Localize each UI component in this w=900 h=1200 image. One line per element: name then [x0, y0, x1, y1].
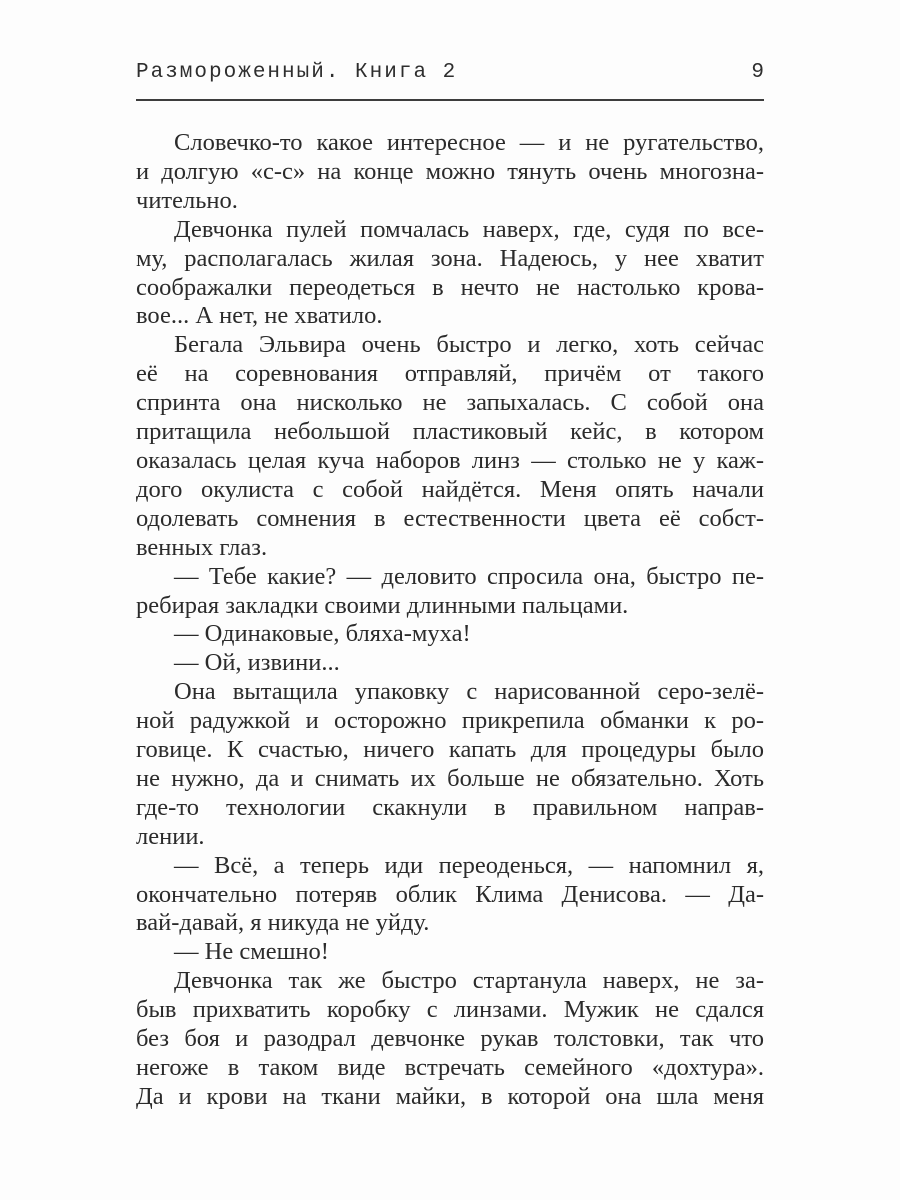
text-line: не нужно, да и снимать их больше не обязательно. Хоть: [136, 764, 764, 792]
paragraph: [136, 938, 764, 967]
paragraph: [136, 563, 764, 621]
text-line: окончательно потеряв облик Клима Денисова. — Да-: [136, 880, 764, 908]
text-line: вое... А нет, не хватило.: [136, 302, 383, 330]
paragraph: [136, 967, 764, 1112]
text-line: Девчонка пулей помчалась наверх, где, судя по все-: [174, 215, 764, 243]
text-line: Девчонка так же быстро стартанула наверх, не за-: [174, 967, 764, 995]
header-rule: [136, 99, 764, 101]
text-line: Да и крови на ткани майки, в которой она шла меня: [136, 1082, 764, 1110]
text-line: её на соревнования отправляй, причём от такого: [136, 360, 764, 388]
text-line: спринта она нисколько не запыхалась. С собой она: [136, 389, 764, 417]
body-text: [136, 129, 764, 1112]
text-line: Бегала Эльвира очень быстро и легко, хоть сейчас: [174, 331, 764, 359]
text-line: лении.: [136, 822, 205, 850]
text-line: венных глаз.: [136, 533, 268, 561]
text-line: оказалась целая куча наборов линз — столько не у каж-: [136, 446, 764, 474]
text-line: вай-давай, я никуда не уйду.: [136, 909, 430, 937]
paragraph: [136, 852, 764, 939]
text-line: — Тебе какие? — деловито спросила она, быстро пе-: [174, 562, 764, 590]
text-line: без боя и разодрал девчонке рукав толстовки, так что: [136, 1025, 764, 1053]
book-title: Размороженный. Книга 2: [136, 61, 458, 84]
text-line: притащила небольшой пластиковый кейс, в котором: [136, 418, 764, 446]
text-line: говице. К счастью, ничего капать для процедуры было: [136, 736, 764, 764]
page-number: 9: [751, 61, 764, 84]
text-line: быв прихватить коробку с линзами. Мужик не сдался: [136, 996, 764, 1024]
paragraph: [136, 678, 764, 851]
text-line: негоже в таком виде встречать семейного «дохтура».: [136, 1054, 764, 1081]
text-line: Словечко-то какое интересное — и не ругательство,: [174, 129, 764, 156]
paragraph: [136, 649, 764, 678]
text-line: где-то технологии скакнули в правильном направ-: [136, 793, 764, 821]
text-line: и долгую «с-с» на конце можно тянуть очень многозна-: [136, 157, 764, 185]
text-line: соображалки переодеться в нечто не настолько крова-: [136, 273, 764, 301]
text-line: ребирая закладки своими длинными пальцами.: [136, 591, 629, 619]
paragraph: [136, 129, 764, 216]
text-line: чительно.: [136, 186, 238, 214]
text-line: му, располагалась жилая зона. Надеюсь, у нее хватит: [136, 244, 764, 272]
text-line: дого окулиста с собой найдётся. Меня опять начали: [136, 475, 764, 503]
running-header: [136, 0, 764, 86]
text-line: Она вытащила упаковку с нарисованной серо-зелё-: [174, 678, 764, 706]
page-content: [136, 0, 764, 1112]
text-line: — Не смешно!: [174, 938, 329, 966]
text-line: одолевать сомнения в естественности цвета её собст-: [136, 504, 764, 532]
paragraph: [136, 216, 764, 332]
paragraph: [136, 331, 764, 562]
text-line: — Одинаковые, бляха-муха!: [174, 620, 471, 648]
paragraph: [136, 620, 764, 649]
text-line: ной радужкой и осторожно прикрепила обманки к ро-: [136, 707, 764, 735]
text-line: — Ой, извини...: [174, 649, 340, 677]
text-line: — Всё, а теперь иди переоденься, — напомнил я,: [174, 851, 764, 879]
